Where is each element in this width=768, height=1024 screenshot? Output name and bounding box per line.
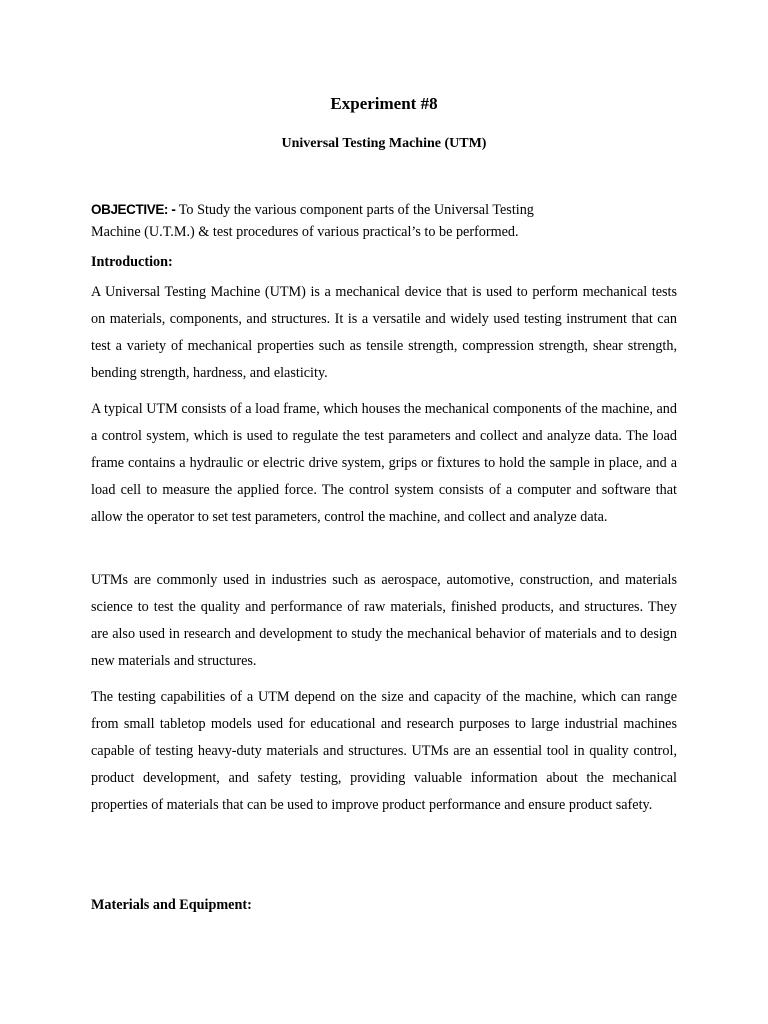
introduction-heading: Introduction: xyxy=(91,254,173,270)
paragraph-3: UTMs are commonly used in industries such as aerospace, automotive, construction, and materials science to test the quality and performance of raw materials, finished products, and structures. They are also used in research and development to study the mechanical behavior of materials and to design new materials and structures. xyxy=(91,572,677,669)
objective-text-line1: To Study the various component parts of the Universal Testing xyxy=(175,202,534,218)
materials-heading: Materials and Equipment: xyxy=(91,897,252,913)
objective-section xyxy=(91,199,571,243)
document-subtitle: Universal Testing Machine (UTM) xyxy=(281,136,487,151)
paragraph-1: A Universal Testing Machine (UTM) is a mechanical device that is used to perform mechanical tests on materials, components, and structures. It is a versatile and widely used testing instrument that can test a variety of mechanical properties such as tensile strength, compression strength, shear strength, bending strength, hardness, and elasticity. xyxy=(91,284,677,381)
document-title: Experiment #8 xyxy=(330,94,438,113)
objective-label: OBJECTIVE: - xyxy=(91,202,176,217)
objective-text-line2: Machine (U.T.M.) & test procedures of various practical’s to be performed. xyxy=(91,224,519,240)
paragraph-2: A typical UTM consists of a load frame, which houses the mechanical components of the machine, and a control system, which is used to regulate the test parameters and collect and analyze data. The load frame contains a hydraulic or electric drive system, grips or fixtures to hold the sample in place, and a load cell to measure the applied force. The control system consists of a computer and software that allow the operator to set test parameters, control the machine, and collect and analyze data. xyxy=(91,401,677,525)
paragraph-4: The testing capabilities of a UTM depend on the size and capacity of the machine, which can range from small tabletop models used for educational and research purposes to large industrial machines capable of testing heavy-duty materials and structures. UTMs are an essential tool in quality control, product development, and safety testing, providing valuable information about the mechanical properties of materials that can be used to improve product performance and ensure product safety. xyxy=(91,689,677,813)
